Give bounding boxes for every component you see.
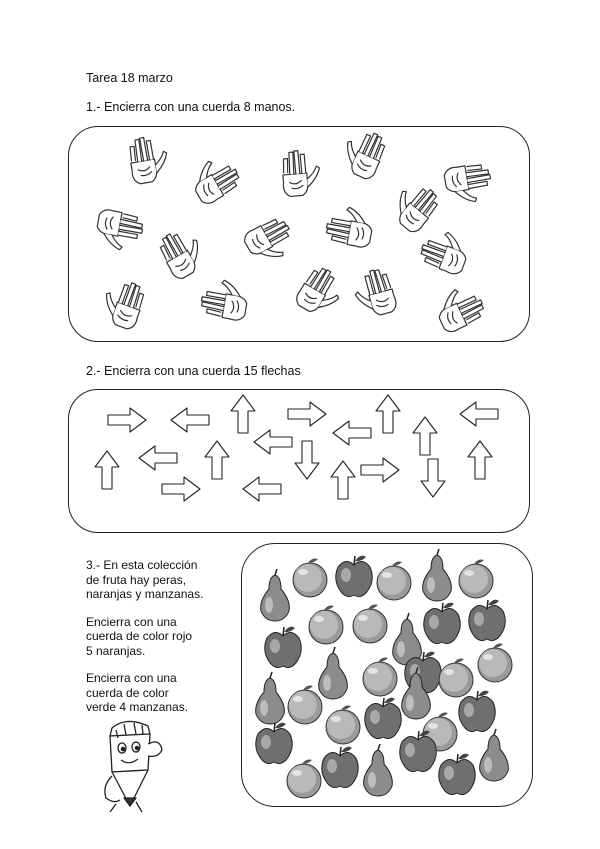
orange-icon — [439, 659, 473, 698]
exercise-3-intro-line: naranjas y manzanas. — [86, 587, 204, 601]
orange-icon — [363, 658, 397, 697]
orange-icon — [459, 560, 493, 599]
exercise-1-instruction: 1.- Encierra con una cuerda 8 manos. — [86, 100, 296, 114]
apple-icon — [424, 603, 461, 644]
exercise-3-task-red-line: cuerda de color rojo — [86, 629, 193, 643]
pear-icon — [423, 549, 452, 601]
apple-icon — [439, 754, 476, 795]
exercise-3-task-green-line: Encierra con una — [86, 671, 177, 685]
exercise-3-intro-line: de fruta hay peras, — [86, 572, 187, 587]
orange-icon — [326, 706, 360, 745]
orange-icon — [353, 605, 387, 644]
orange-icon — [309, 606, 343, 645]
exercise-3-task-green-line: verde 4 manzanas. — [86, 700, 189, 714]
pear-icon — [256, 672, 285, 724]
orange-icon — [287, 760, 321, 799]
pear-icon — [364, 744, 393, 796]
page-title: Tarea 18 marzo — [86, 71, 173, 85]
apple-icon — [365, 698, 402, 739]
pear-icon — [319, 647, 348, 699]
orange-icon — [478, 644, 512, 683]
apple-icon — [265, 627, 302, 668]
apple-icon — [469, 600, 506, 641]
exercise-2-instruction: 2.- Encierra con una cuerda 15 flechas — [86, 364, 301, 378]
apple-icon — [459, 691, 496, 732]
exercise-3-task-red-line: Encierra con una — [86, 614, 177, 629]
exercise-3-intro-line: 3.- En esta colección — [86, 558, 198, 572]
apple-icon — [336, 556, 373, 597]
pear-icon — [480, 729, 509, 781]
pear-icon — [261, 569, 290, 621]
exercise-3-task-green-line: cuerda de color — [86, 685, 169, 700]
orange-icon — [377, 562, 411, 601]
pencil-character-icon — [96, 714, 176, 814]
exercise-3-task-red-line: 5 naranjas. — [86, 643, 146, 658]
orange-icon — [288, 686, 322, 725]
apple-icon — [256, 723, 293, 764]
orange-icon — [293, 559, 327, 598]
apple-icon — [322, 747, 359, 788]
